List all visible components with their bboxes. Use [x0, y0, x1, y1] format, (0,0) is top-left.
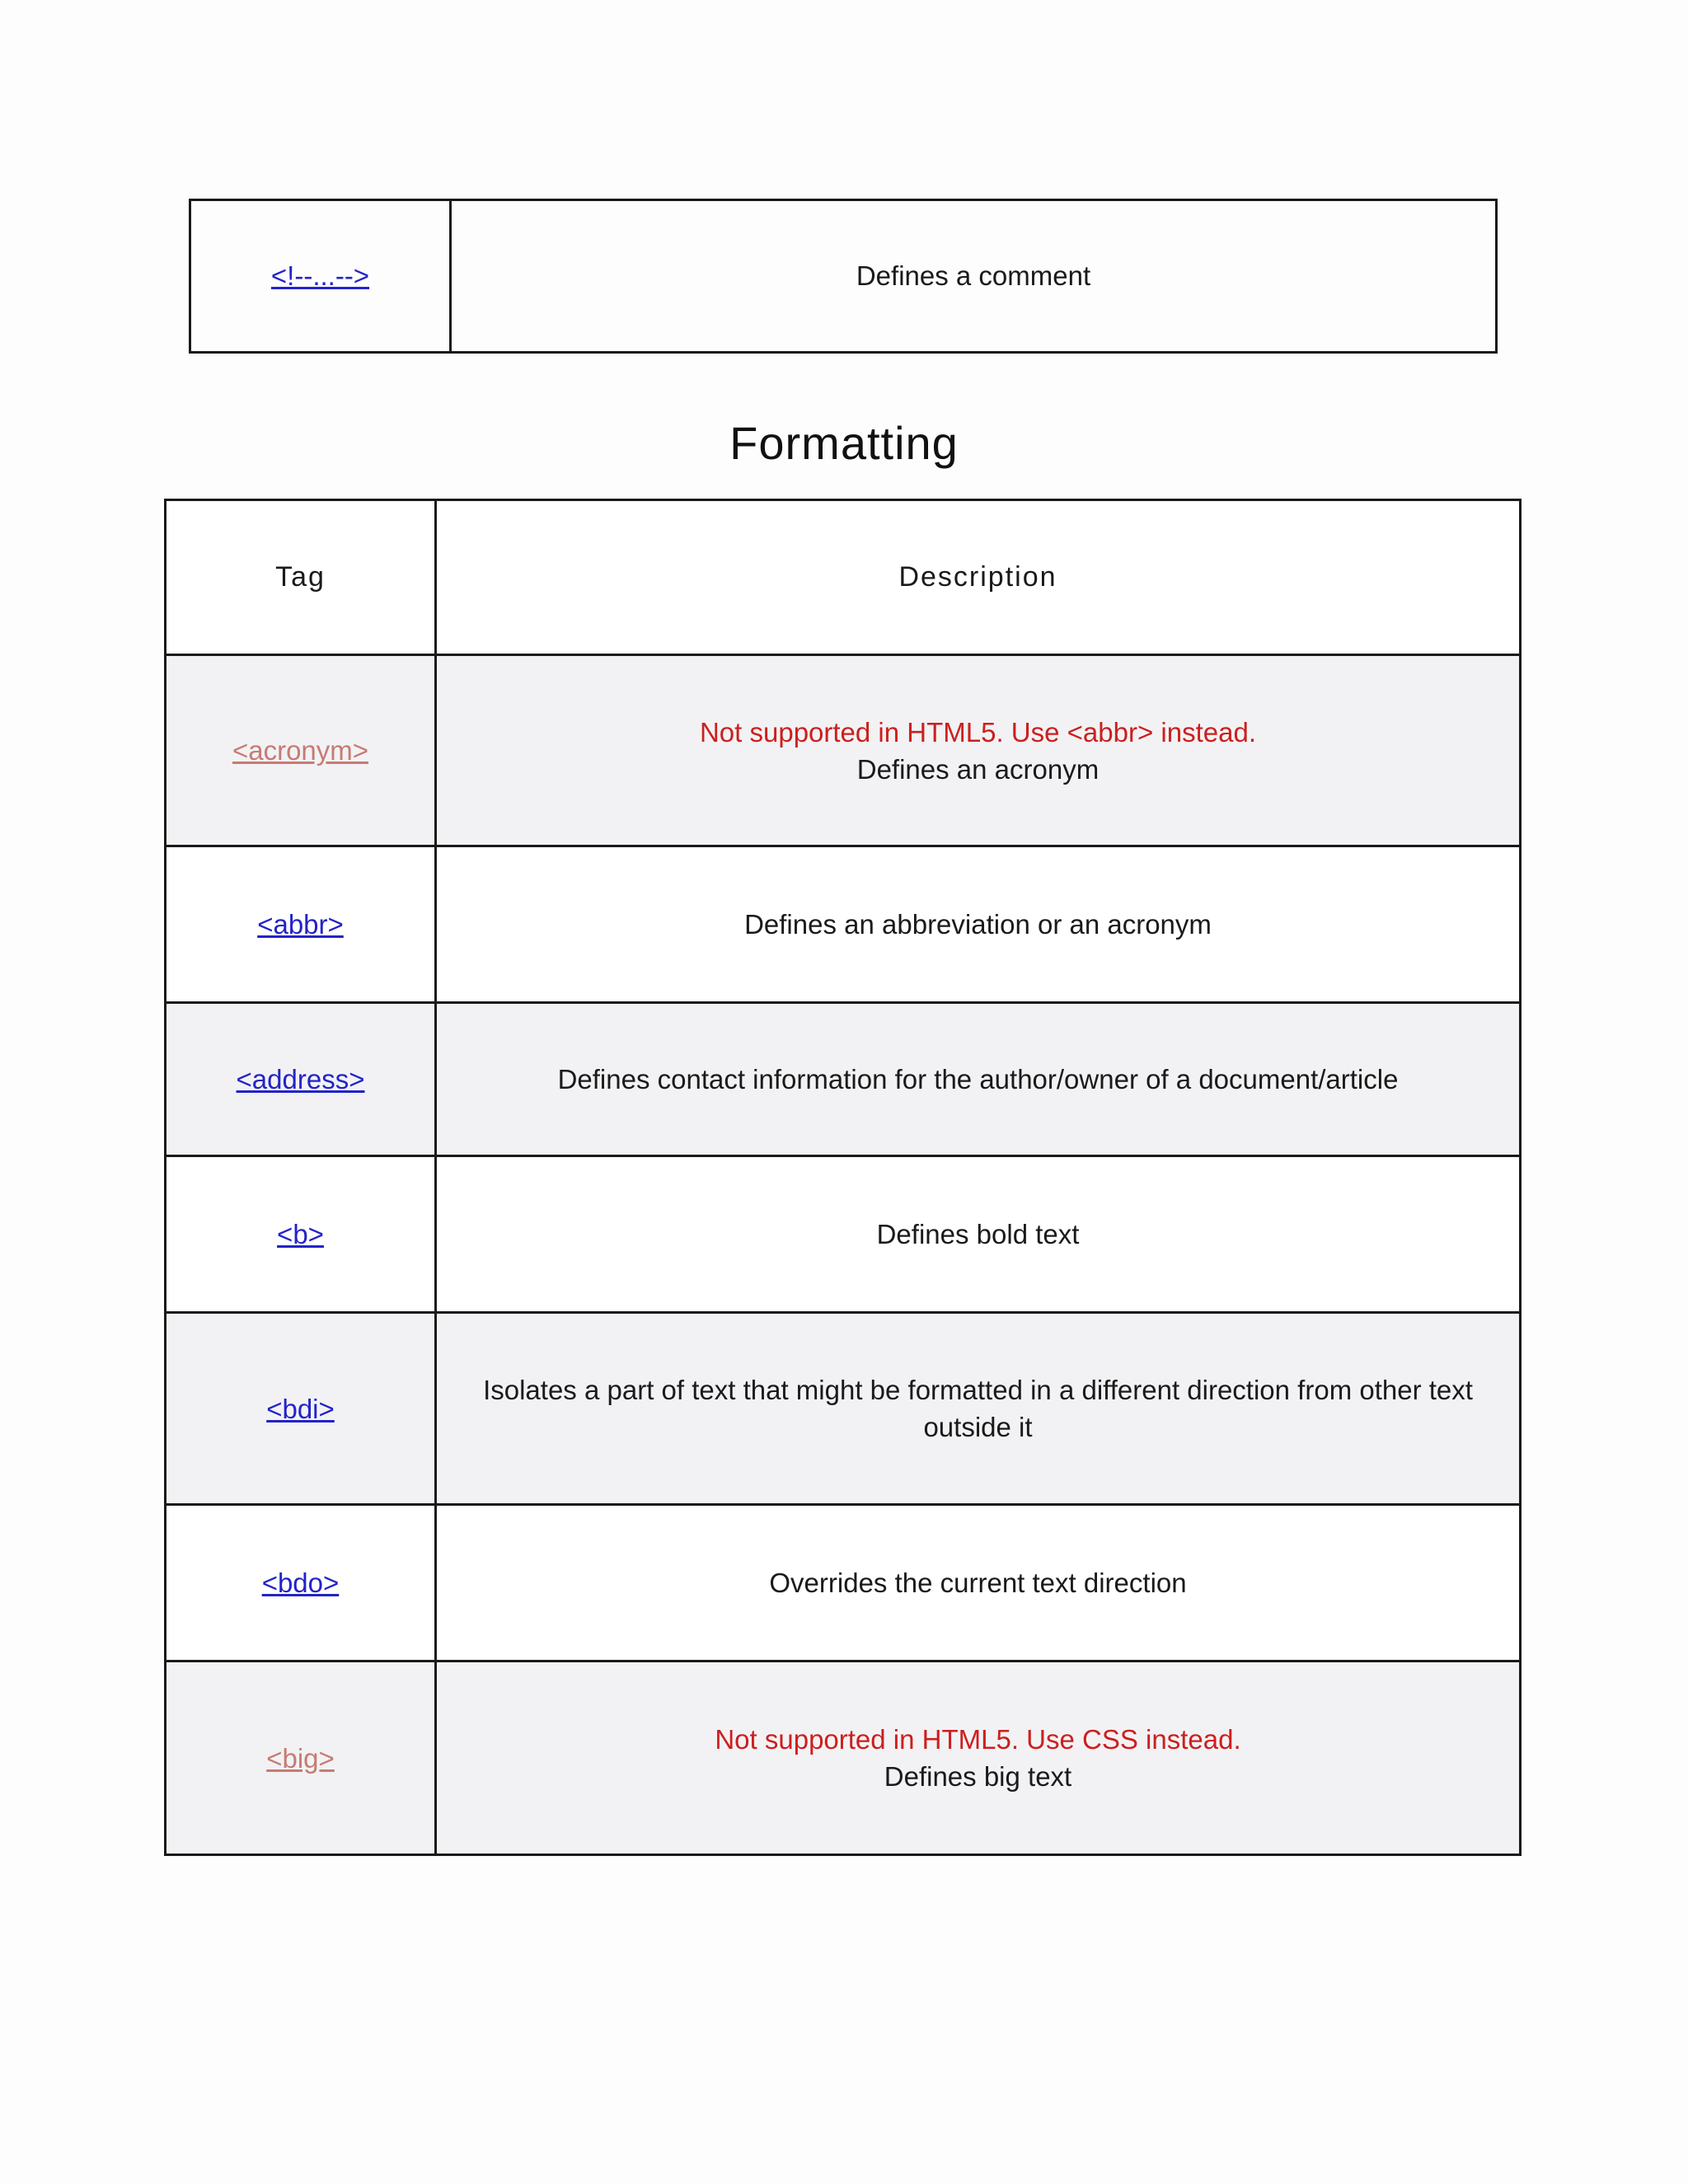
table-row: [166, 1505, 1521, 1661]
table-row: [166, 655, 1521, 846]
tag-cell: [166, 1003, 436, 1156]
description-text: Overrides the current text direction: [769, 1568, 1187, 1598]
comment-row: [190, 200, 1497, 353]
table-row: [166, 846, 1521, 1003]
description-text: Isolates a part of text that might be formatted in a different direction from other text outside it: [483, 1375, 1473, 1442]
comment-table: [189, 199, 1498, 354]
tag-link-bdo[interactable]: <bdo>: [261, 1568, 340, 1598]
tag-link-b[interactable]: <b>: [277, 1219, 324, 1249]
description-text: Defines an abbreviation or an acronym: [744, 909, 1212, 940]
table-row: [166, 1313, 1521, 1505]
tag-cell: [166, 1313, 436, 1505]
tag-cell: [166, 846, 436, 1003]
tag-link-address[interactable]: <address>: [236, 1064, 365, 1094]
tag-cell: [166, 1505, 436, 1661]
formatting-table: [164, 499, 1522, 1856]
table-row: [166, 1156, 1521, 1313]
description-cell: [436, 846, 1521, 1003]
description-text: Defines big text: [884, 1761, 1072, 1792]
description-text: Defines contact information for the author/owner of a document/article: [557, 1064, 1399, 1094]
tag-cell: [166, 1156, 436, 1313]
tag-link-acronym[interactable]: <acronym>: [232, 735, 369, 766]
description-cell: [436, 1661, 1521, 1855]
tag-link-abbr[interactable]: <abbr>: [257, 909, 344, 940]
description-text: Defines bold text: [876, 1219, 1080, 1249]
comment-tag-link[interactable]: <!--...-->: [270, 260, 370, 291]
comment-description-cell: Defines a comment: [451, 200, 1497, 353]
header-description: Description: [436, 500, 1521, 655]
tag-cell: [166, 655, 436, 846]
table-row: [166, 1003, 1521, 1156]
description-cell: [436, 1003, 1521, 1156]
description-cell: [436, 655, 1521, 846]
tag-cell: [166, 1661, 436, 1855]
description-cell: [436, 1505, 1521, 1661]
table-row: [166, 1661, 1521, 1855]
deprecation-warning: Not supported in HTML5. Use <abbr> instead.: [699, 716, 1257, 748]
table-header-row: [166, 500, 1521, 655]
header-tag: Tag: [166, 500, 436, 655]
section-heading: Formatting: [729, 417, 959, 469]
description-text: Defines an acronym: [856, 753, 1100, 785]
tag-link-bdi[interactable]: <bdi>: [266, 1393, 335, 1424]
description-cell: [436, 1313, 1521, 1505]
description-cell: [436, 1156, 1521, 1313]
comment-tag-cell: [190, 200, 451, 353]
deprecation-warning: Not supported in HTML5. Use CSS instead.: [715, 1724, 1241, 1755]
tag-link-big[interactable]: <big>: [266, 1742, 335, 1774]
